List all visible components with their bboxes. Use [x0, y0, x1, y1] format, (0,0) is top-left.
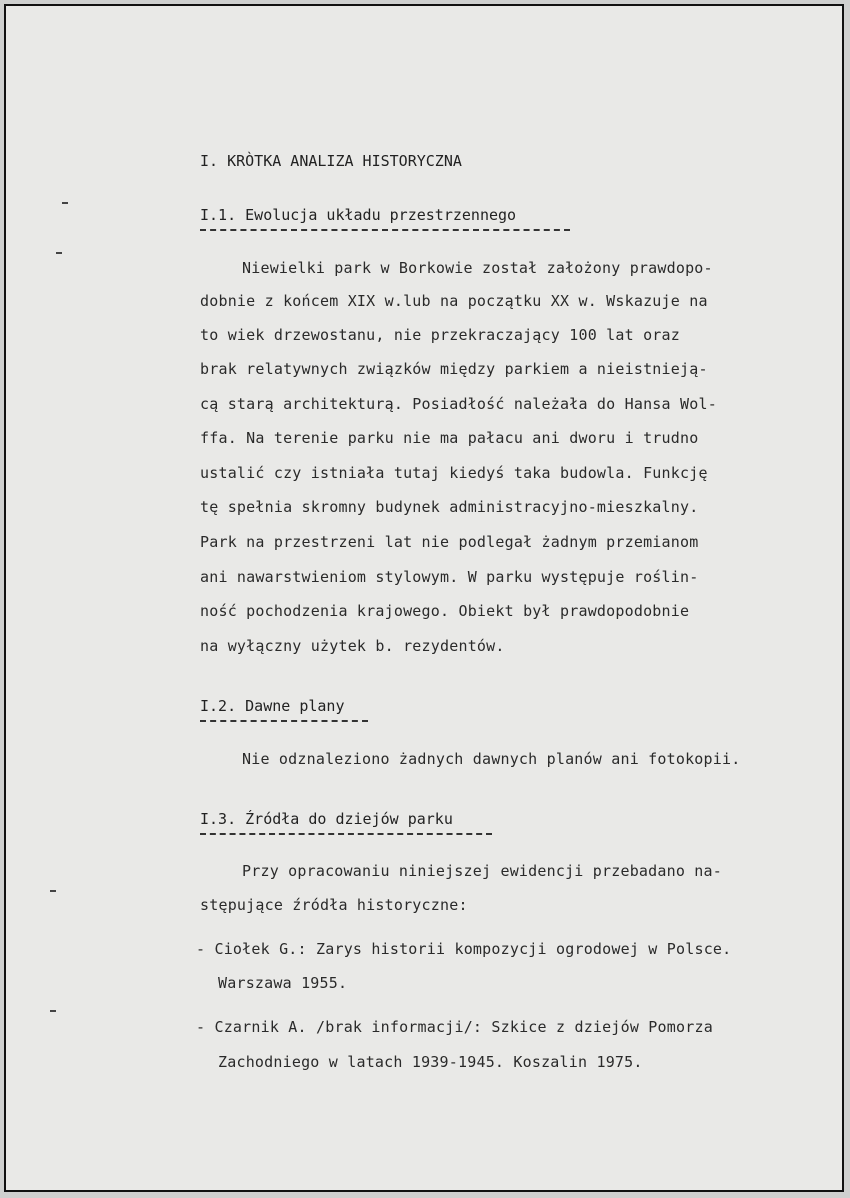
paragraph-line: dobnie z końcem XIX w.lub na początku XX w. Wskazuje na — [200, 292, 708, 310]
paragraph-line: na wyłączny użytek b. rezydentów. — [200, 637, 505, 655]
document-title: I. KRÒTKA ANALIZA HISTORYCZNA — [200, 152, 462, 170]
paragraph-line: ani nawarstwieniom stylowym. W parku występuje roślin- — [200, 568, 699, 586]
source-entry-line: - Czarnik A. /brak informacji/: Szkice z dziejów Pomorza — [196, 1018, 713, 1036]
section-underline-3 — [200, 833, 492, 835]
margin-mark — [56, 252, 62, 254]
paragraph-line: ffa. Na terenie parku nie ma pałacu ani dworu i trudno — [200, 429, 699, 447]
paragraph-line: to wiek drzewostanu, nie przekraczający 100 lat oraz — [200, 326, 680, 344]
section-underline-1 — [200, 229, 570, 231]
paragraph-line: stępujące źródła historyczne: — [200, 896, 468, 914]
section-heading-1: I.1. Ewolucja układu przestrzennego — [200, 206, 517, 224]
paragraph-line: Park na przestrzeni lat nie podlegał żadnym przemianom — [200, 533, 699, 551]
source-entry-line: - Ciołek G.: Zarys historii kompozycji ogrodowej w Polsce. — [196, 940, 732, 958]
margin-mark — [62, 202, 68, 204]
margin-mark — [50, 1010, 56, 1012]
paragraph-line: ustalić czy istniała tutaj kiedyś taka budowla. Funkcję — [200, 464, 708, 482]
section-heading-3: I.3. Źródła do dziejów parku — [200, 810, 453, 828]
source-entry-line: Warszawa 1955. — [218, 974, 348, 992]
typed-page — [4, 4, 844, 1192]
paragraph-line: Niewielki park w Borkowie został założony prawdopo- — [242, 259, 713, 277]
paragraph-line: tę spełnia skromny budynek administracyjno-mieszkalny. — [200, 498, 699, 516]
paragraph-line: ność pochodzenia krajowego. Obiekt był prawdopodobnie — [200, 602, 690, 620]
paragraph-line: Przy opracowaniu niniejszej ewidencji przebadano na- — [242, 862, 722, 880]
margin-mark — [50, 890, 56, 892]
section-heading-2: I.2. Dawne plany — [200, 697, 345, 715]
section-underline-2 — [200, 720, 368, 722]
paragraph-line: cą starą architekturą. Posiadłość należała do Hansa Wol- — [200, 395, 717, 413]
source-entry-line: Zachodniego w latach 1939-1945. Koszalin 1975. — [218, 1053, 643, 1071]
paragraph-line: brak relatywnych związków między parkiem a nieistnieją- — [200, 360, 708, 378]
paragraph-line: Nie odznaleziono żadnych dawnych planów ani fotokopii. — [242, 750, 741, 768]
